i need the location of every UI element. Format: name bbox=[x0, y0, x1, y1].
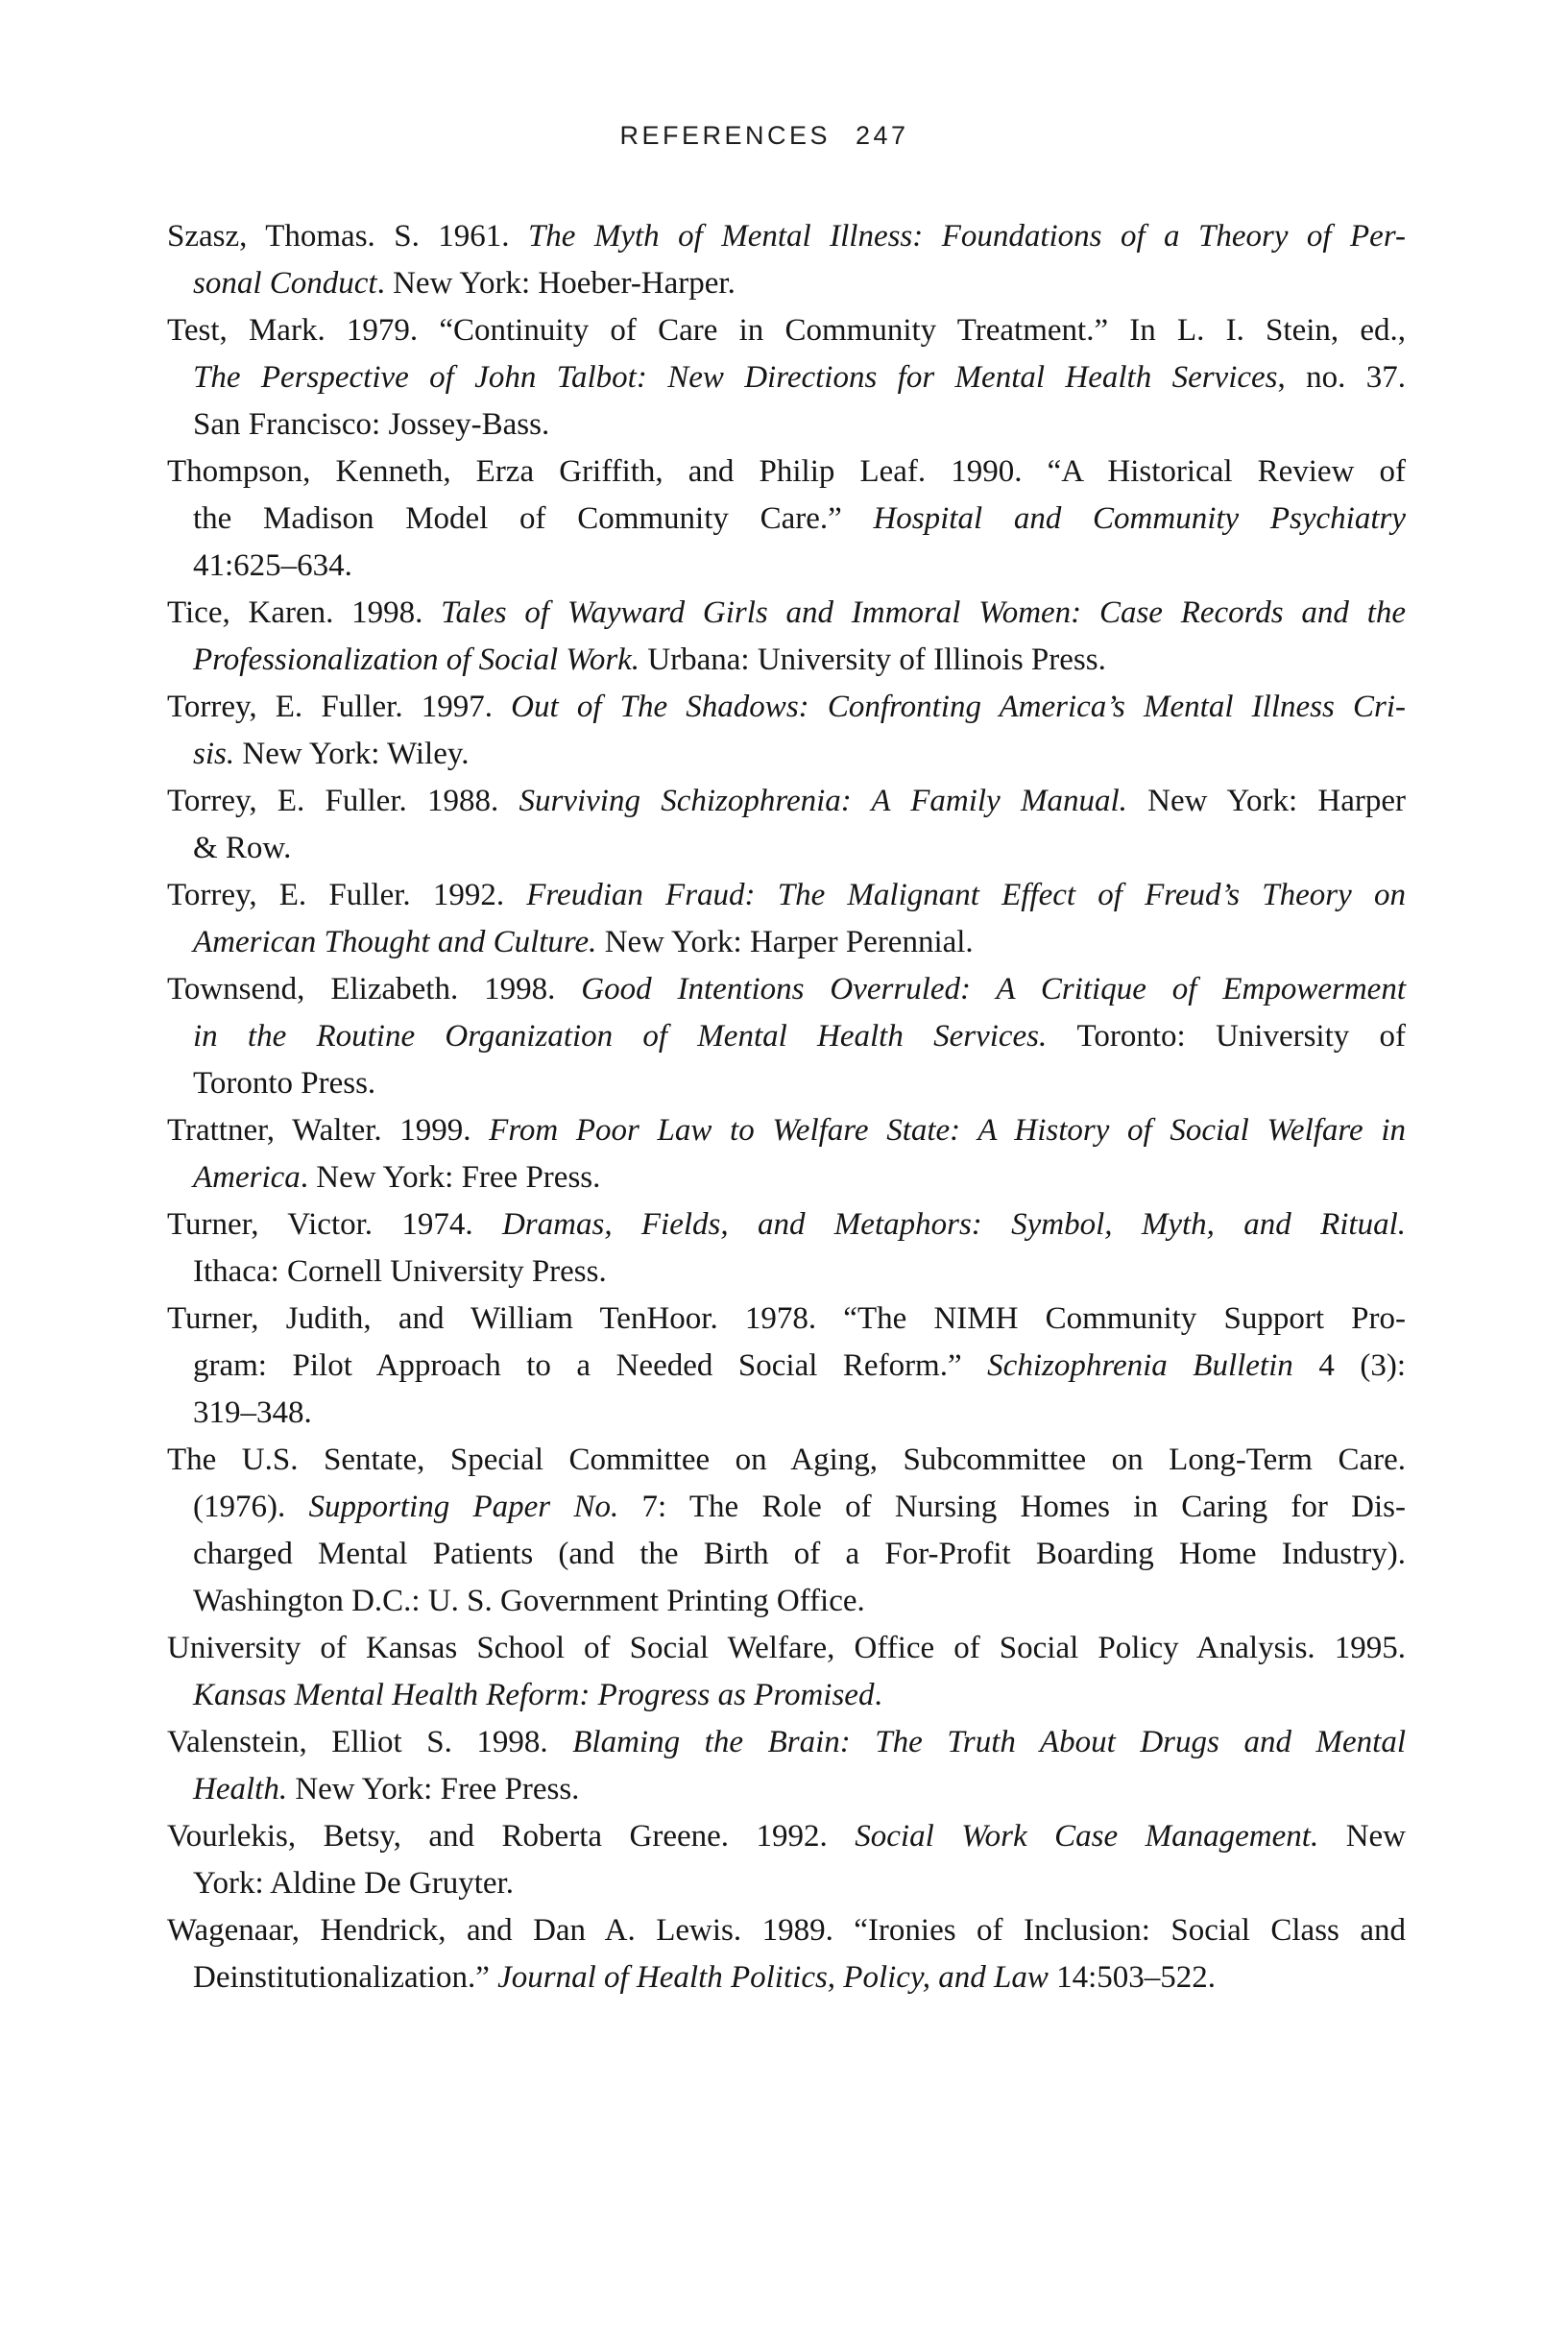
references-list bbox=[167, 213, 1406, 2001]
reference-line: Torrey, E. Fuller. 1992. Freudian Fraud: The Malignant Effect of Freud’s Theory on bbox=[167, 878, 1406, 912]
reference-line: The Perspective of John Talbot: New Directions for Mental Health Services, no. 37. bbox=[193, 360, 1406, 395]
reference-line: (1976). Supporting Paper No. 7: The Role of Nursing Homes in Caring for Dis- bbox=[193, 1490, 1406, 1524]
reference-line: sis. New York: Wiley. bbox=[193, 737, 470, 771]
reference-line: Turner, Victor. 1974. Dramas, Fields, and Metaphors: Symbol, Myth, and Ritual. bbox=[167, 1207, 1406, 1242]
reference-line: Tice, Karen. 1998. Tales of Wayward Girls and Immoral Women: Case Records and the bbox=[167, 595, 1407, 630]
reference-line: Toronto Press. bbox=[193, 1066, 376, 1101]
reference-line: Valenstein, Elliot S. 1998. Blaming the Brain: The Truth About Drugs and Mental bbox=[167, 1725, 1406, 1759]
reference-entry bbox=[167, 213, 1406, 307]
reference-entry bbox=[167, 684, 1406, 778]
reference-entry bbox=[167, 307, 1406, 449]
reference-line: American Thought and Culture. New York: Harper Perennial. bbox=[193, 925, 974, 959]
reference-line: Townsend, Elizabeth. 1998. Good Intentions Overruled: A Critique of Empowerment bbox=[167, 972, 1406, 1006]
reference-line: Torrey, E. Fuller. 1997. Out of The Shadows: Confronting America’s Mental Illness Cri- bbox=[167, 690, 1407, 724]
reference-line: Thompson, Kenneth, Erza Griffith, and Philip Leaf. 1990. “A Historical Review of bbox=[167, 454, 1406, 489]
reference-line: charged Mental Patients (and the Birth of a For-Profit Boarding Home Industry). bbox=[193, 1537, 1406, 1571]
reference-entry bbox=[167, 872, 1406, 966]
reference-entry bbox=[167, 449, 1406, 590]
reference-line: & Row. bbox=[193, 831, 292, 865]
reference-line: Kansas Mental Health Reform: Progress as Promised. bbox=[193, 1678, 882, 1712]
reference-line: Trattner, Walter. 1999. From Poor Law to Welfare State: A History of Social Welfare in bbox=[167, 1113, 1406, 1148]
reference-line: 319–348. bbox=[193, 1395, 312, 1430]
reference-entry bbox=[167, 778, 1406, 872]
reference-line: the Madison Model of Community Care.” Hospital and Community Psychiatry bbox=[193, 501, 1406, 536]
reference-line: Test, Mark. 1979. “Continuity of Care in Community Treatment.” In L. I. Stein, ed., bbox=[167, 313, 1406, 348]
reference-line: Professionalization of Social Work. Urbana: University of Illinois Press. bbox=[193, 643, 1106, 677]
reference-entry bbox=[167, 966, 1406, 1107]
reference-line: Health. New York: Free Press. bbox=[193, 1772, 580, 1806]
reference-line: America. New York: Free Press. bbox=[193, 1160, 601, 1195]
reference-line: 41:625–634. bbox=[193, 548, 352, 583]
reference-line: gram: Pilot Approach to a Needed Social Reform.” Schizophrenia Bulletin 4 (3): bbox=[193, 1348, 1406, 1383]
reference-line: Szasz, Thomas. S. 1961. The Myth of Mental Illness: Foundations of a Theory of Per- bbox=[167, 219, 1406, 254]
reference-line: sonal Conduct. New York: Hoeber-Harper. bbox=[193, 266, 736, 301]
reference-line: Wagenaar, Hendrick, and Dan A. Lewis. 1989. “Ironies of Inclusion: Social Class and bbox=[167, 1913, 1406, 1948]
reference-line: Torrey, E. Fuller. 1988. Surviving Schizophrenia: A Family Manual. New York: Harper bbox=[167, 784, 1406, 818]
page-number: 247 bbox=[855, 121, 909, 150]
reference-line: The U.S. Sentate, Special Committee on Aging, Subcommittee on Long-Term Care. bbox=[167, 1443, 1406, 1477]
reference-line: Vourlekis, Betsy, and Roberta Greene. 1992. Social Work Case Management. New bbox=[167, 1819, 1406, 1854]
reference-entry bbox=[167, 1107, 1406, 1201]
reference-line: Turner, Judith, and William TenHoor. 1978. “The NIMH Community Support Pro- bbox=[167, 1301, 1406, 1336]
reference-line: San Francisco: Jossey-Bass. bbox=[193, 407, 550, 442]
reference-line: University of Kansas School of Social Welfare, Office of Social Policy Analysis. 1995. bbox=[167, 1631, 1406, 1665]
section-label: REFERENCES bbox=[619, 121, 831, 150]
reference-line: in the Routine Organization of Mental Health Services. Toronto: University of bbox=[193, 1019, 1407, 1054]
reference-entry bbox=[167, 1437, 1406, 1625]
running-head bbox=[169, 121, 1360, 151]
reference-line: York: Aldine De Gruyter. bbox=[193, 1866, 514, 1901]
reference-line: Deinstitutionalization.” Journal of Health Politics, Policy, and Law 14:503–522. bbox=[193, 1960, 1217, 1995]
reference-entry bbox=[167, 1719, 1406, 1813]
reference-entry bbox=[167, 1296, 1406, 1437]
reference-entry bbox=[167, 1201, 1406, 1296]
reference-entry bbox=[167, 590, 1406, 684]
reference-entry bbox=[167, 1625, 1406, 1719]
reference-line: Ithaca: Cornell University Press. bbox=[193, 1254, 607, 1289]
reference-line: Washington D.C.: U. S. Government Printing Office. bbox=[193, 1584, 865, 1618]
reference-entry bbox=[167, 1907, 1406, 2001]
reference-entry bbox=[167, 1813, 1406, 1907]
